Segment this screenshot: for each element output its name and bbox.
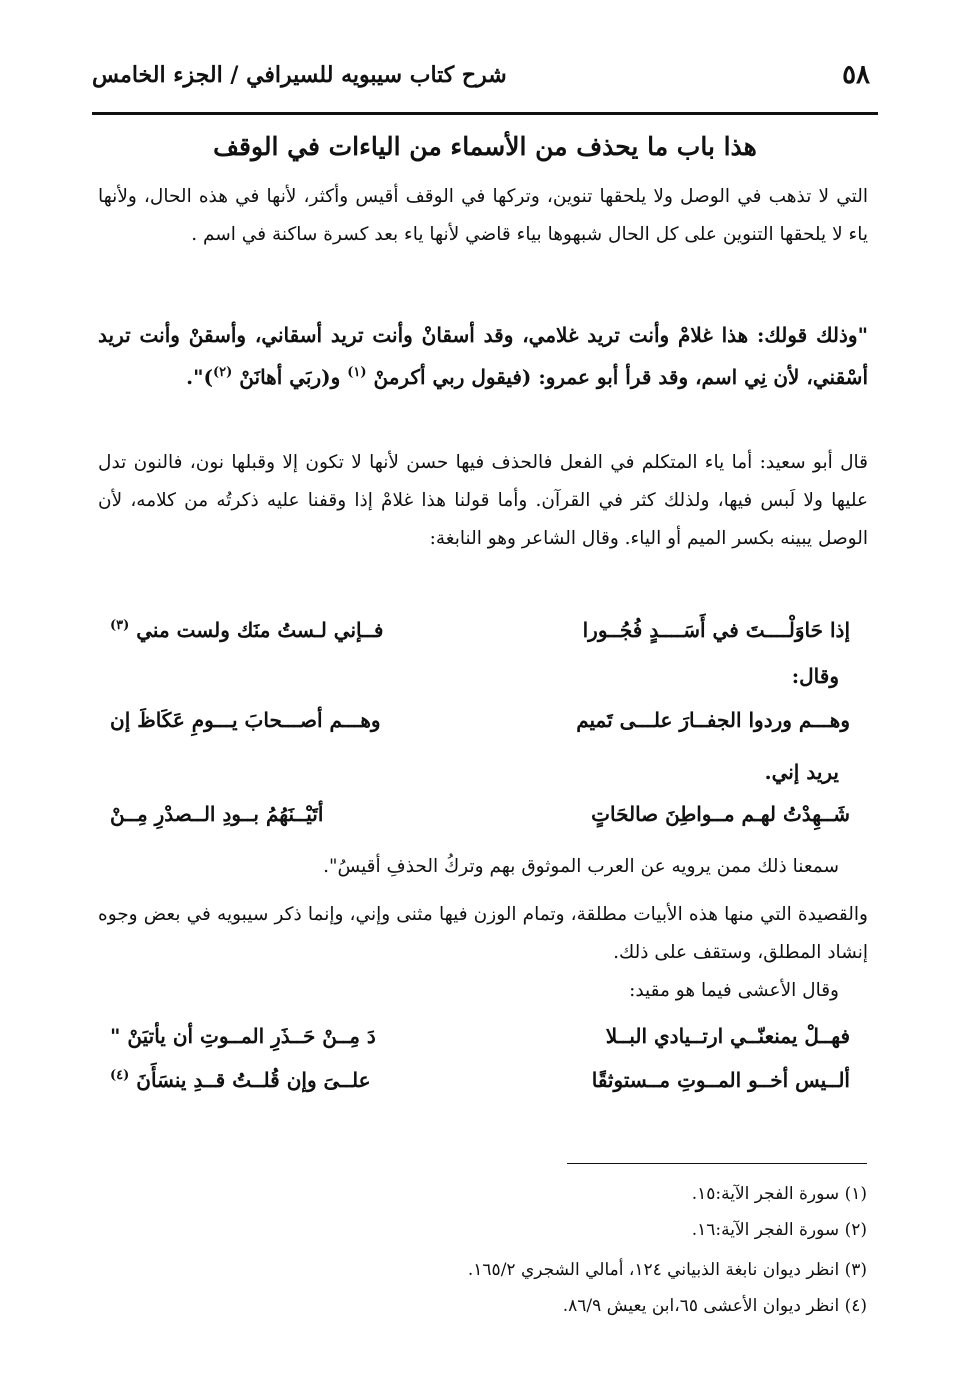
verse-1-first-hemistich: إذا حَاوَلْــــتَ في أَسَــــدٍ فُجُــورا (582, 618, 850, 642)
examples-text-3: )". (186, 365, 214, 389)
page-number: ٥٨ (842, 60, 870, 90)
header-rule (92, 112, 878, 115)
paragraph-intro: التي لا تذهب في الوصل ولا يلحقها تنوين، وتركها في الوقف أقيس وأكثر، لأنها في هذه الحال، ولأنها ياء لا يلحقها التنوين على كل الحال شبهوها بياء قاضي لأنها ياء بعد كسرة ساكنة في اسم . (98, 186, 868, 245)
verse-5-second-text: علــىَ وإن قُلــتُ قــدِ ينسَأَنَ (136, 1068, 371, 1092)
verse-1 (110, 618, 850, 660)
verse-5-second-hemistich (110, 1068, 371, 1092)
running-title: شرح كتاب سيبويه للسيرافي / الجزء الخامس (92, 62, 507, 88)
examples-text: "وذلك قولك: هذا غلامْ وأنت تريد غلامي، وقد أسقانْ وأنت تريد أسقاني، وأسقنْ وأنت تريد أسْقني، لأن نِي اسم، وقد قرأ أبو عمرو: (فيقول ربي أكرمنْ (98, 323, 868, 389)
verse-3 (110, 802, 850, 844)
footnote-ref-4: (٤) (110, 1068, 130, 1083)
footnote-ref-1: (١) (347, 365, 367, 380)
footnote-1: (١) سورة الفجر الآية:١٥. (691, 1184, 867, 1204)
verse-1-second-hemistich (110, 618, 383, 642)
verse-5-first-hemistich: ألــيس أخــو المــوتِ مــستوثقًا (591, 1068, 850, 1092)
page-header (92, 52, 878, 102)
verse-3-second-hemistich: أتَيْــنَهُمُ بــودِ الــصدْرِ مِــنْ (110, 802, 324, 826)
verse-2-first-hemistich: وهـــم وردوا الجفــارَ علـــى تَميم (576, 708, 850, 732)
footnote-ref-2: (٢) (213, 365, 233, 380)
verse-4-first-hemistich: فهــلْ يمنعنّــي ارتــيادي البــلا (605, 1024, 850, 1048)
footnote-ref-3: (٣) (110, 618, 130, 633)
examples-text-2: و(ربَي أهانَنْ (239, 365, 348, 389)
footnote-4: (٤) انظر ديوان الأعشى ٦٥،ابن يعيش ٨٦/٩. (562, 1296, 867, 1316)
paragraph-examples (98, 314, 868, 402)
footnote-3: (٣) انظر ديوان نابغة الذبياني ١٢٤، أمالي الشجري ١٦٥/٢. (467, 1260, 867, 1280)
quote-end-line: سمعنا ذلك ممن يرويه عن العرب الموثوق بهم وتركُ الحذفِ أقيسُ". (323, 856, 839, 877)
verse-5 (110, 1068, 850, 1110)
paragraph-commentary: قال أبو سعيد: أما ياء المتكلم في الفعل فالحذف فيها حسن لأنها لا تكون إلا وقبلها نون، فالنون تدل عليها ولا لَبس فيها، ولذلك كثر في القرآن. وأما قولنا هذا غلامْ إذا وقفنا عليه ذكرتُه من كلامه، لأن الوصل يبينه بكسر الميم أو الياء. وقال الشاعر وهو النابغة: (98, 452, 868, 549)
verse-4 (110, 1024, 850, 1066)
footnote-rule (567, 1163, 867, 1164)
verse-3-first-hemistich: شَــهِدْتُ لهـم مــواطِنَ صالحَاتٍ (591, 802, 850, 826)
verse-2-continuation: يريد إني. (764, 760, 839, 784)
said-label-2: وقال الأعشى فيما هو مقيد: (629, 980, 839, 1001)
verse-2-second-hemistich: وهـــم أصـــحابَ يـــومِ عَكَاظَ إن (110, 708, 381, 732)
verse-1-second-text: فــإني لـستُ منَك ولست مني (136, 618, 384, 642)
chapter-title: هذا باب ما يحذف من الأسماء من الياءات في الوقف (213, 132, 757, 161)
verse-4-second-hemistich: دَ مِــنْ حَــذَرِ المــوتِ أن يأتيَنْ " (110, 1024, 376, 1048)
verse-2 (110, 708, 850, 750)
footnote-2: (٢) سورة الفجر الآية:١٦. (691, 1220, 867, 1240)
said-label-1: وقال: (791, 664, 839, 688)
paragraph-poem-note: والقصيدة التي منها هذه الأبيات مطلقة، وتمام الوزن فيها مثنى وإني، وإنما ذكر سيبويه في بعض وجوه إنشاد المطلق، وستقف على ذلك. (98, 904, 868, 963)
